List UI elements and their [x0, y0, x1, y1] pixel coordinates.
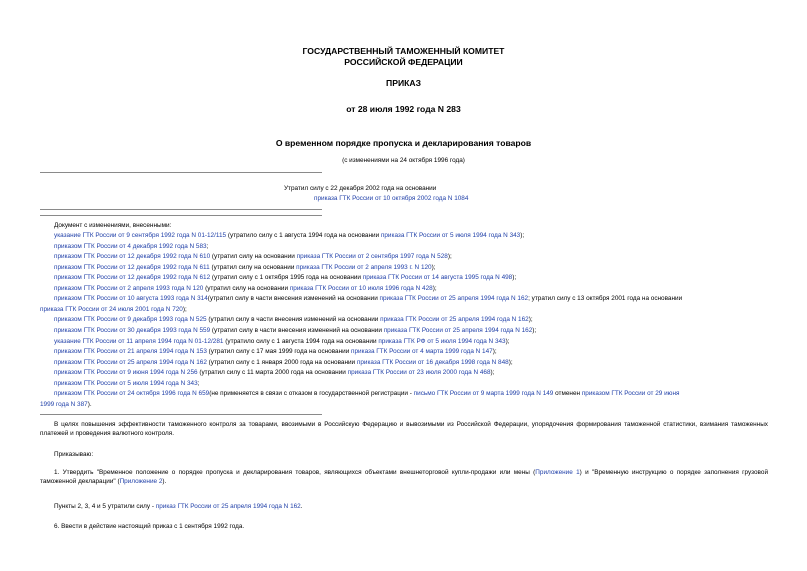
change-text: (утратил силу на основании [203, 284, 290, 292]
paragraph-2-text: . [300, 503, 303, 510]
change-list-item [54, 263, 436, 272]
change-order-link[interactable]: приказа ГТК России от 25 апреля 1994 года N 162 [383, 326, 533, 334]
change-text: ; утратил силу с 13 октября 2001 года на основании [528, 295, 683, 303]
document-type: ПРИКАЗ [386, 78, 421, 88]
change-order-link[interactable]: приказа ГТК России от 5 июля 1994 года N 343 [380, 232, 521, 239]
change-list-item [40, 305, 187, 314]
change-text: ); [532, 326, 537, 334]
change-text: ); [508, 358, 513, 366]
change-list-item [54, 294, 682, 303]
change-text: ); [512, 274, 517, 282]
preamble-paragraph: В целях повышения эффективности таможенного контроля за товарами, ввозимыми в Российскую Федерацию и вывозимыми из Российской Федерации, упорядочения формирования таможенной статистики, взимания таможенных платежей и проведения валютного контроля. [40, 421, 768, 437]
change-order-link[interactable]: приказа ГТК России от 23 июля 2000 года N 468 [347, 369, 491, 377]
change-text: ); [492, 348, 497, 356]
change-list-item [54, 252, 452, 261]
change-text: (утратил силу с 1 января 2000 года на основании [206, 358, 357, 366]
change-order-link[interactable]: приказом ГТК России от 24 октября 1996 года N 659 [54, 390, 210, 398]
change-list-item [40, 400, 92, 409]
change-text: ); [528, 316, 533, 324]
change-order-link[interactable]: 1999 года N 387 [40, 400, 88, 408]
change-list-item [54, 379, 199, 388]
change-list-item [54, 389, 679, 398]
change-order-link[interactable]: указание ГТК России от 11 апреля 1994 года N 01-12/281 [54, 337, 224, 345]
change-text: (утратил силу в части внесения изменений на основании [206, 316, 381, 324]
divider [40, 172, 322, 173]
organization-name-line2: РОССИЙСКОЙ ФЕДЕРАЦИИ [344, 57, 463, 67]
change-list-item [54, 326, 536, 335]
change-text: ); [431, 263, 436, 271]
change-order-link[interactable]: приказом ГТК России от 2 апреля 1993 года N 120 [54, 284, 204, 292]
change-text: ; [206, 242, 209, 250]
change-order-link[interactable]: приказа ГТК России от 10 июля 1996 года N 428 [289, 284, 433, 292]
change-list-item [54, 273, 516, 282]
repeal-order-link[interactable]: приказ ГТК России от 25 апреля 1994 года N 162 [155, 503, 301, 510]
document-title: О временном порядке пропуска и декларирования товаров [275, 138, 532, 148]
change-text: (утратил силу с 17 мая 1999 года на основании [206, 348, 352, 356]
change-order-link[interactable]: приказом ГТК России от 12 декабря 1992 года N 610 [54, 253, 211, 261]
paragraph-1-text: 1. Утвердить "Временное положение о порядке пропуска и декларирования товаров, являющихся объектами внешнеторговой купли-продажи или мены ( [54, 469, 536, 476]
change-text: ); [520, 232, 525, 239]
change-order-link[interactable]: приказа ГТК России от 24 июля 2001 года N 720 [40, 305, 183, 313]
change-order-link[interactable]: приказом ГТК России от 10 августа 1993 года N 314 [54, 295, 208, 303]
change-text: (утратил силу с 1 октября 1995 года на основании [210, 274, 363, 282]
change-order-link[interactable]: приказа ГТК России от 2 апреля 1993 г. N 120 [296, 263, 432, 271]
paragraph-1 [40, 468, 768, 486]
change-order-link[interactable]: приказом ГТК России от 30 декабря 1993 года N 559 [54, 326, 211, 334]
lost-force-text: Утратил силу с 22 декабря 2002 года на основании [284, 185, 437, 192]
change-order-link[interactable]: приказом ГТК России от 5 июля 1994 года N 343 [54, 379, 198, 387]
change-text: (утратило силу с 1 августа 1994 года на основании [226, 232, 381, 239]
paragraph-1-text: ) и "Временную инструкцию о порядке заполнения грузовой таможенной декларации" ( [40, 469, 769, 485]
change-list-item [54, 358, 513, 367]
change-text: (утратило силу с 1 августа 1994 года на основании [223, 337, 379, 345]
change-order-link[interactable]: приказом ГТК России от 25 апреля 1994 года N 162 [54, 358, 207, 366]
change-order-link[interactable]: приказа ГТК России от 4 марта 1999 года N 147 [351, 348, 493, 356]
document-date: от 28 июля 1992 года N 283 [346, 104, 461, 114]
change-order-link[interactable]: письмо ГТК России от 9 марта 1999 года N 149 [413, 390, 554, 398]
change-order-link[interactable]: приказа ГТК России от 2 сентября 1997 года N 528 [296, 253, 448, 261]
divider [40, 209, 322, 210]
change-list-item [54, 315, 533, 324]
change-list-item [54, 347, 497, 356]
change-order-link[interactable]: приказом ГТК России от 4 декабря 1992 года N 583 [54, 242, 207, 250]
organization-name-line1: ГОСУДАРСТВЕННЫЙ ТАМОЖЕННЫЙ КОМИТЕТ [302, 46, 505, 56]
change-order-link[interactable]: приказа ГТК России от 14 августа 1995 года N 498 [362, 274, 513, 282]
change-list-item [54, 242, 208, 251]
change-text: ); [432, 284, 437, 292]
paragraph-2-text: Пункты 2, 3, 4 и 5 утратили силу - [54, 503, 156, 510]
change-list-item [54, 284, 437, 293]
change-order-link[interactable]: приказом ГТК России от 29 июня [581, 390, 680, 398]
change-text: ); [505, 337, 510, 345]
appendix-1-link[interactable]: Приложение 1 [535, 469, 580, 476]
change-list-item [54, 231, 524, 240]
change-order-link[interactable]: приказом ГТК России от 21 апреля 1994 года N 153 [54, 348, 207, 356]
change-text: (утратил силу на основании [209, 263, 297, 271]
change-text: ); [182, 305, 187, 313]
change-order-link[interactable]: приказом ГТК России от 9 декабря 1993 года N 525 [54, 316, 207, 324]
change-text: ); [447, 253, 452, 261]
change-list-item [54, 368, 494, 377]
change-order-link[interactable]: приказа ГТК РФ от 5 июля 1994 года N 343 [378, 337, 506, 345]
change-text: отменен [553, 390, 582, 398]
appendix-2-link[interactable]: Приложение 2 [119, 478, 163, 485]
change-order-link[interactable]: приказом ГТК России от 12 декабря 1992 года N 611 [54, 263, 210, 271]
paragraph-2 [54, 502, 303, 511]
order-word: Приказываю: [54, 451, 94, 458]
change-text: (утратил силу в части внесения изменений на основании [207, 295, 380, 303]
change-text: ); [490, 369, 495, 377]
change-list-item [54, 337, 510, 346]
change-text: (утратил силу в части внесения изменений на основании [210, 326, 384, 334]
change-order-link[interactable]: приказа ГТК России от 16 декабря 1998 года N 848 [356, 358, 509, 366]
changes-heading: Документ с изменениями, внесенными: [54, 222, 172, 229]
change-text: (не применяется в связи с отказом в государственной регистрации - [209, 390, 414, 398]
change-order-link[interactable]: приказа ГТК России от 25 апреля 1994 года N 162 [380, 316, 529, 324]
change-text: ). [87, 400, 92, 408]
lost-force-link[interactable]: приказа ГТК России от 10 октября 2002 года N 1084 [314, 195, 469, 202]
change-order-link[interactable]: приказа ГТК России от 25 апреля 1994 года N 162 [379, 295, 529, 303]
amendment-note: (с изменениями на 24 октября 1996 года) [342, 157, 465, 164]
change-order-link[interactable]: приказом ГТК России от 9 июня 1994 года N 256 [54, 369, 198, 377]
divider [40, 414, 322, 415]
change-order-link[interactable]: приказом ГТК России от 12 декабря 1992 года N 612 [54, 274, 211, 282]
change-text: ; [197, 379, 200, 387]
divider [40, 215, 322, 216]
paragraph-1-text: ). [162, 478, 167, 485]
paragraph-6: 6. Ввести в действие настоящий приказ с 1 сентября 1992 года. [54, 523, 245, 530]
change-text: (утратил силу на основании [210, 253, 297, 261]
change-order-link[interactable]: указание ГТК России от 9 сентября 1992 года N 01-12/115 [54, 232, 227, 239]
change-text: (утратил силу с 11 марта 2000 года на основании [197, 369, 348, 377]
